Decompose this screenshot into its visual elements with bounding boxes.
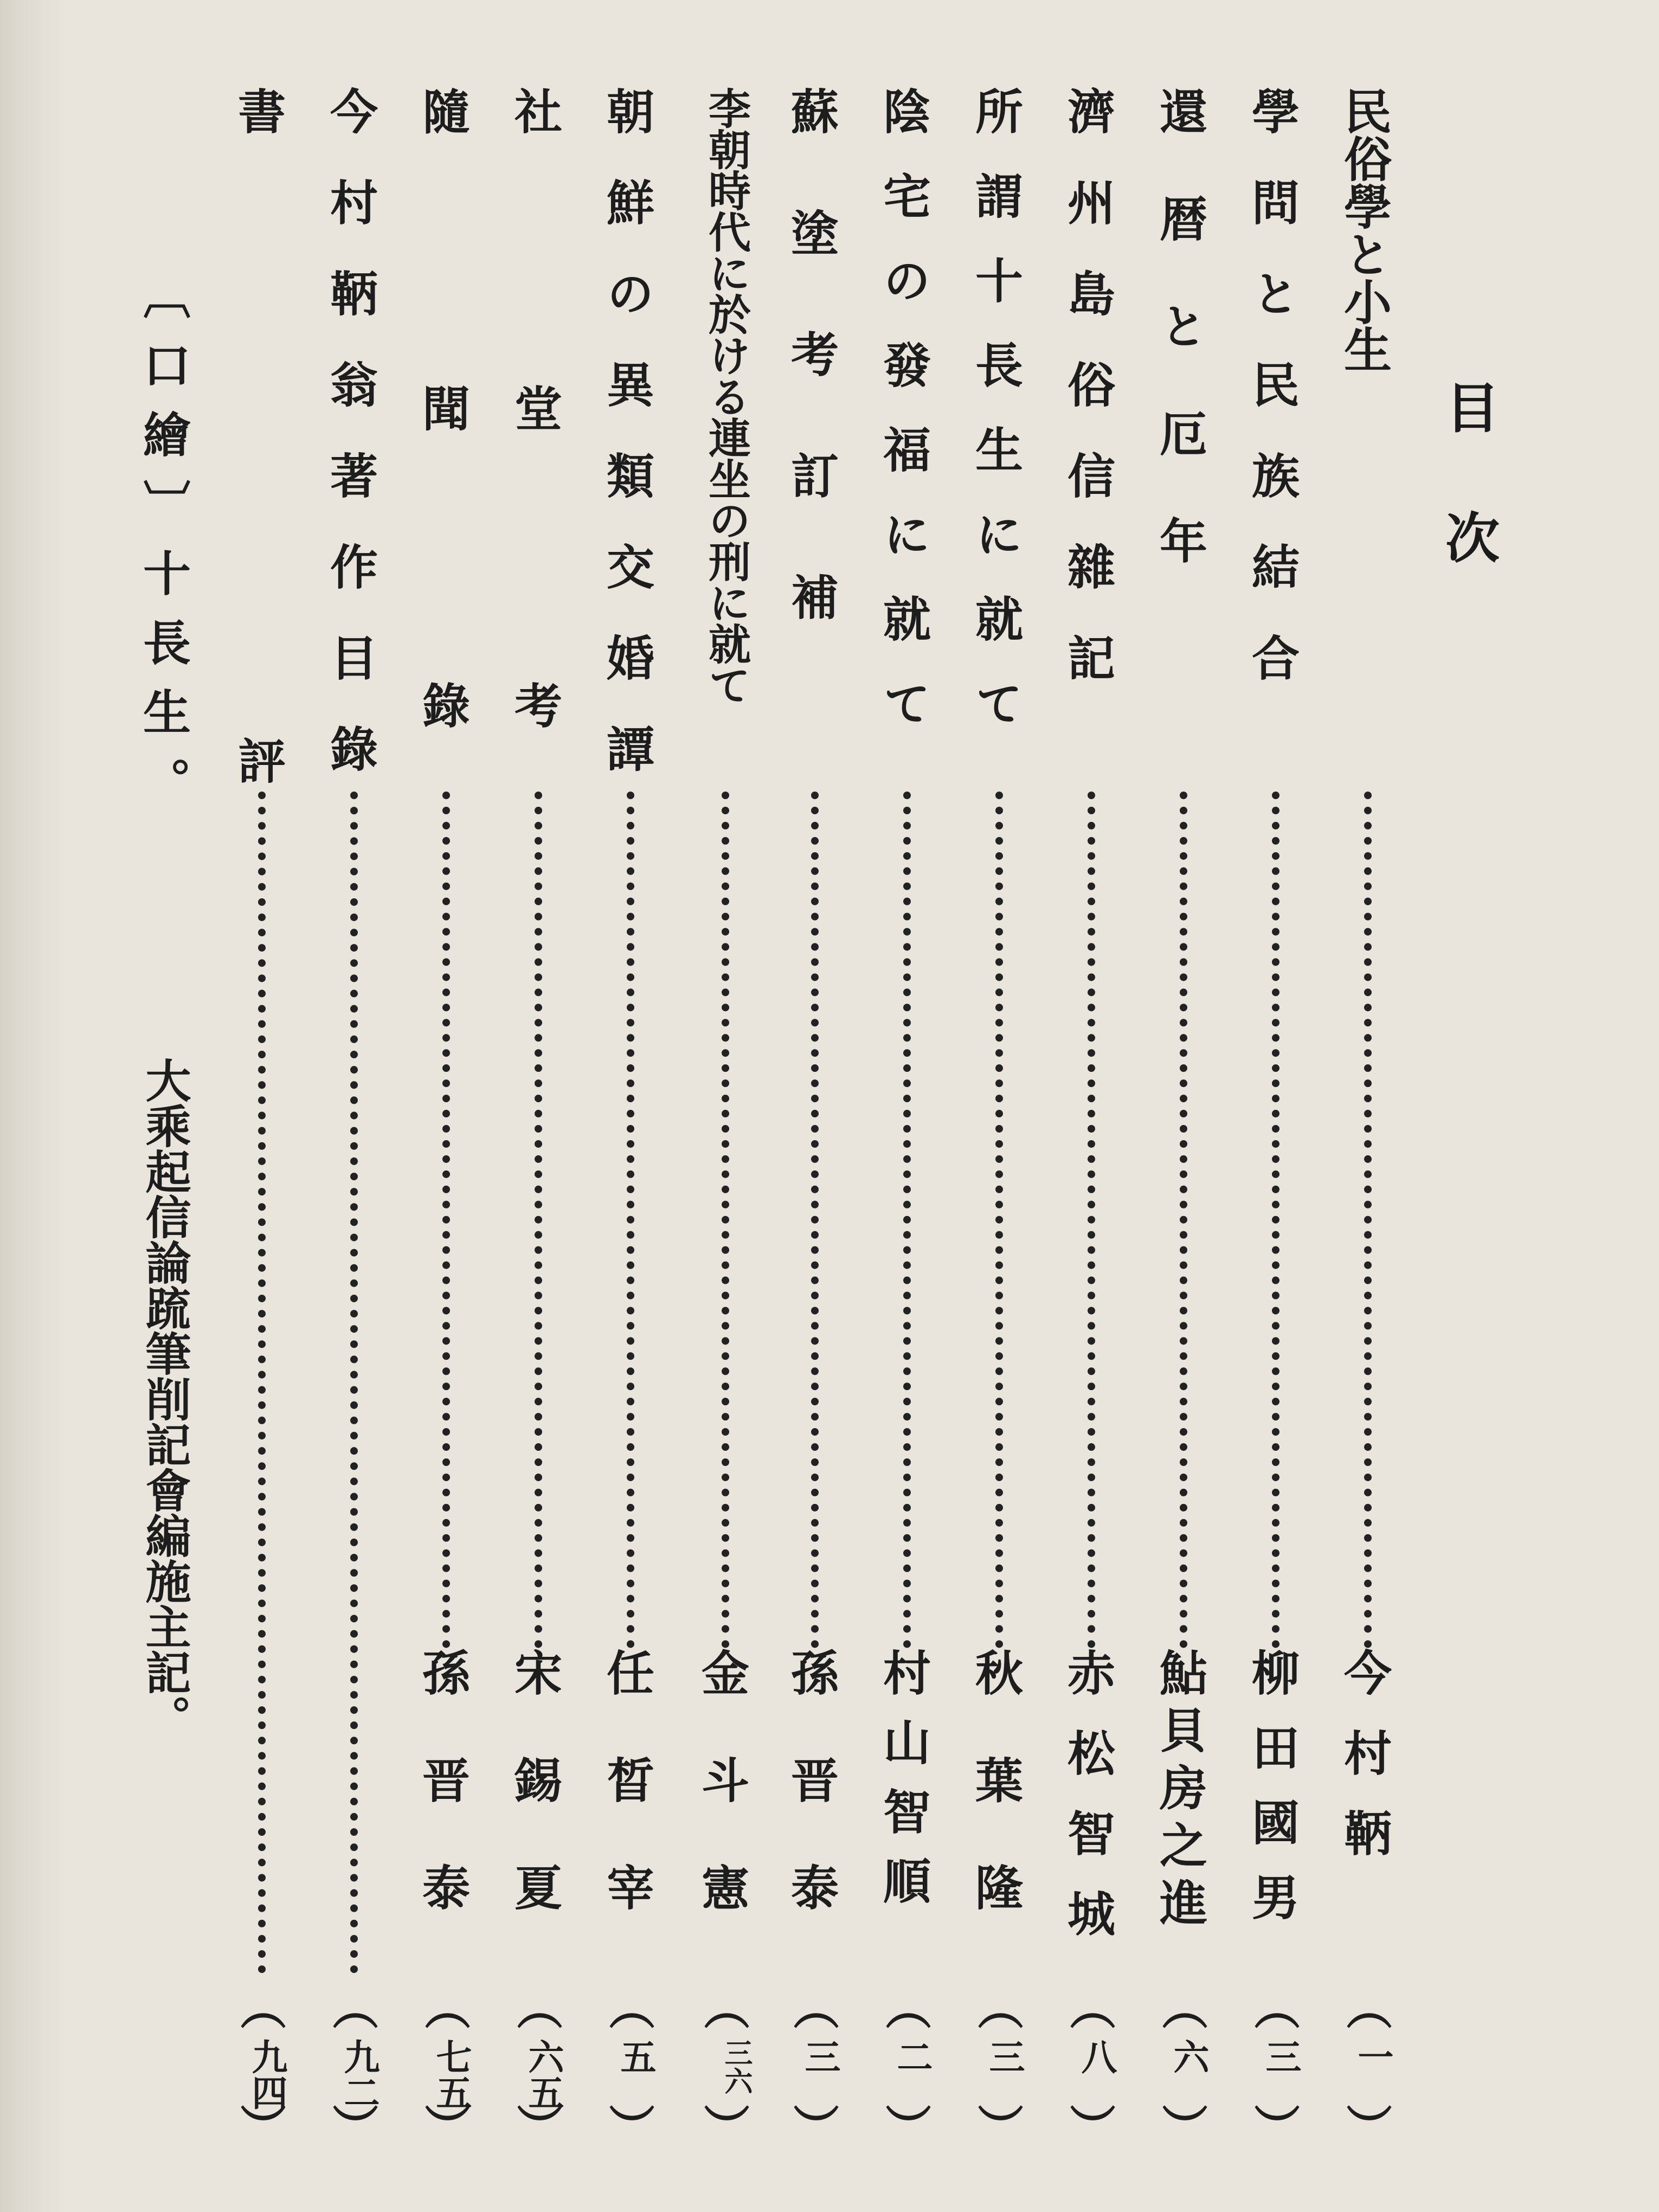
entry-page: 二 <box>891 2039 933 2074</box>
entry-author: 宋錫夏 <box>507 1648 563 1970</box>
entry-author: 鮎貝房之進 <box>1152 1648 1208 1935</box>
entry-title: 學問と民族結合 <box>1244 87 1301 724</box>
leader-dots <box>995 792 1011 1648</box>
page-paren: ） <box>970 2104 1024 2149</box>
leader-dots <box>258 792 273 1973</box>
page-paren: ） <box>510 2104 563 2149</box>
page-paren: ） <box>1063 2104 1116 2149</box>
page-title: 目次 <box>1436 380 1500 640</box>
entry-page: 九二 <box>338 2039 380 2110</box>
leader-dots <box>811 792 826 1648</box>
entry-title: 濟州島俗信雜記 <box>1060 87 1116 724</box>
page-paren: （ <box>233 1984 287 2030</box>
entry-page: 三 <box>1259 2039 1302 2074</box>
page-paren: ） <box>878 2104 932 2149</box>
page-paren: ） <box>1247 2104 1301 2149</box>
entry-page: 六 <box>1167 2039 1210 2074</box>
toc-entry[interactable] <box>1060 87 1122 2169</box>
leader-dots <box>1272 792 1287 1648</box>
toc-entry[interactable] <box>1244 87 1307 2169</box>
entry-title: 陰宅の發福に就て <box>876 87 932 763</box>
entry-page: 三 <box>799 2039 841 2074</box>
page-paren: （ <box>786 1984 840 2030</box>
page-paren: （ <box>697 1984 750 2030</box>
entry-author: 今村鞆 <box>1336 1648 1393 1889</box>
entry-title: 社堂考 <box>507 87 563 978</box>
toc-entry[interactable] <box>325 87 385 2169</box>
leader-dots <box>903 792 918 1648</box>
entry-title: 民俗學と小生 <box>1336 87 1393 373</box>
entry-page: 一 <box>1352 2039 1394 2074</box>
entry-author: 孫晋泰 <box>783 1648 840 1970</box>
entry-author: 村山智順 <box>876 1648 932 1926</box>
leader-dots <box>722 792 737 1648</box>
page-paren: （ <box>417 1984 471 2030</box>
entry-author: 秋葉隆 <box>968 1648 1024 1970</box>
page-paren: （ <box>878 1984 932 2030</box>
toc-entry[interactable] <box>970 87 1030 2169</box>
toc-entry[interactable] <box>878 87 938 2169</box>
entry-page: 三 <box>983 2039 1025 2074</box>
page-paren: ） <box>233 2104 287 2149</box>
page-paren: ） <box>786 2104 840 2149</box>
entry-page: 七五 <box>430 2039 472 2110</box>
leader-dots <box>1180 792 1195 1648</box>
page-paren: （ <box>1063 1984 1116 2030</box>
toc-entry[interactable] <box>1152 87 1214 2169</box>
entry-page: 九四 <box>246 2039 288 2110</box>
leader-dots <box>627 792 642 1648</box>
entry-title: 今村鞆翁著作目錄 <box>323 87 379 815</box>
frontispiece-label: 〔口繪〕十長生。 <box>136 271 192 826</box>
page-paren: ） <box>602 2104 655 2149</box>
entry-author: 孫晋泰 <box>415 1648 471 1970</box>
page-paren: （ <box>325 1984 379 2030</box>
toc-entry[interactable] <box>230 87 293 2169</box>
leader-dots <box>1364 792 1379 1648</box>
toc-entry[interactable] <box>599 87 661 2169</box>
toc-entry[interactable] <box>417 87 477 2169</box>
page-paren: （ <box>602 1984 655 2030</box>
entry-title: 朝鮮の異類交婚譚 <box>599 87 655 815</box>
toc-entry[interactable] <box>507 87 569 2169</box>
toc-entry[interactable] <box>783 87 846 2169</box>
frontispiece-note: 大乘起信論䟽筆削記會編施主記。 <box>138 1057 192 1740</box>
entry-title: 還暦と厄年 <box>1152 87 1208 623</box>
leader-dots <box>442 792 458 1648</box>
leader-dots <box>1088 792 1103 1648</box>
entry-title: 所謂十長生に就て <box>968 87 1024 763</box>
entry-title: 蘇塗考訂補 <box>783 87 840 694</box>
page-paren: （ <box>970 1984 1024 2030</box>
entry-title: 隨聞錄 <box>415 87 471 978</box>
entry-page: 三六 <box>719 2039 753 2095</box>
page-paren: （ <box>1339 1984 1393 2030</box>
entry-page: 八 <box>1075 2039 1117 2074</box>
entry-author: 任晳宰 <box>599 1648 655 1970</box>
page-paren: ） <box>697 2104 750 2149</box>
toc-entry[interactable] <box>694 87 756 2169</box>
leader-dots <box>350 792 365 1973</box>
entry-page: 六五 <box>522 2039 564 2110</box>
page-paren: ） <box>1155 2104 1208 2149</box>
page-fold-shadow <box>0 0 65 2212</box>
page-paren: ） <box>417 2104 471 2149</box>
entry-title: 書評 <box>230 87 287 1386</box>
page-paren: （ <box>1247 1984 1301 2030</box>
entry-author: 赤松智城 <box>1060 1648 1116 1969</box>
page-paren: （ <box>510 1984 563 2030</box>
entry-author: 柳田國男 <box>1244 1648 1301 1947</box>
page-paren: ） <box>1339 2104 1393 2149</box>
page-paren: （ <box>1155 1984 1208 2030</box>
entry-page: 五 <box>614 2039 657 2074</box>
leader-dots <box>535 792 550 1648</box>
page-paren: ） <box>325 2104 379 2149</box>
entry-title: 李朝時代に於ける連坐の刑に就て <box>702 87 751 705</box>
toc-entry[interactable] <box>1336 87 1399 2169</box>
entry-author: 金斗憲 <box>694 1648 750 1970</box>
